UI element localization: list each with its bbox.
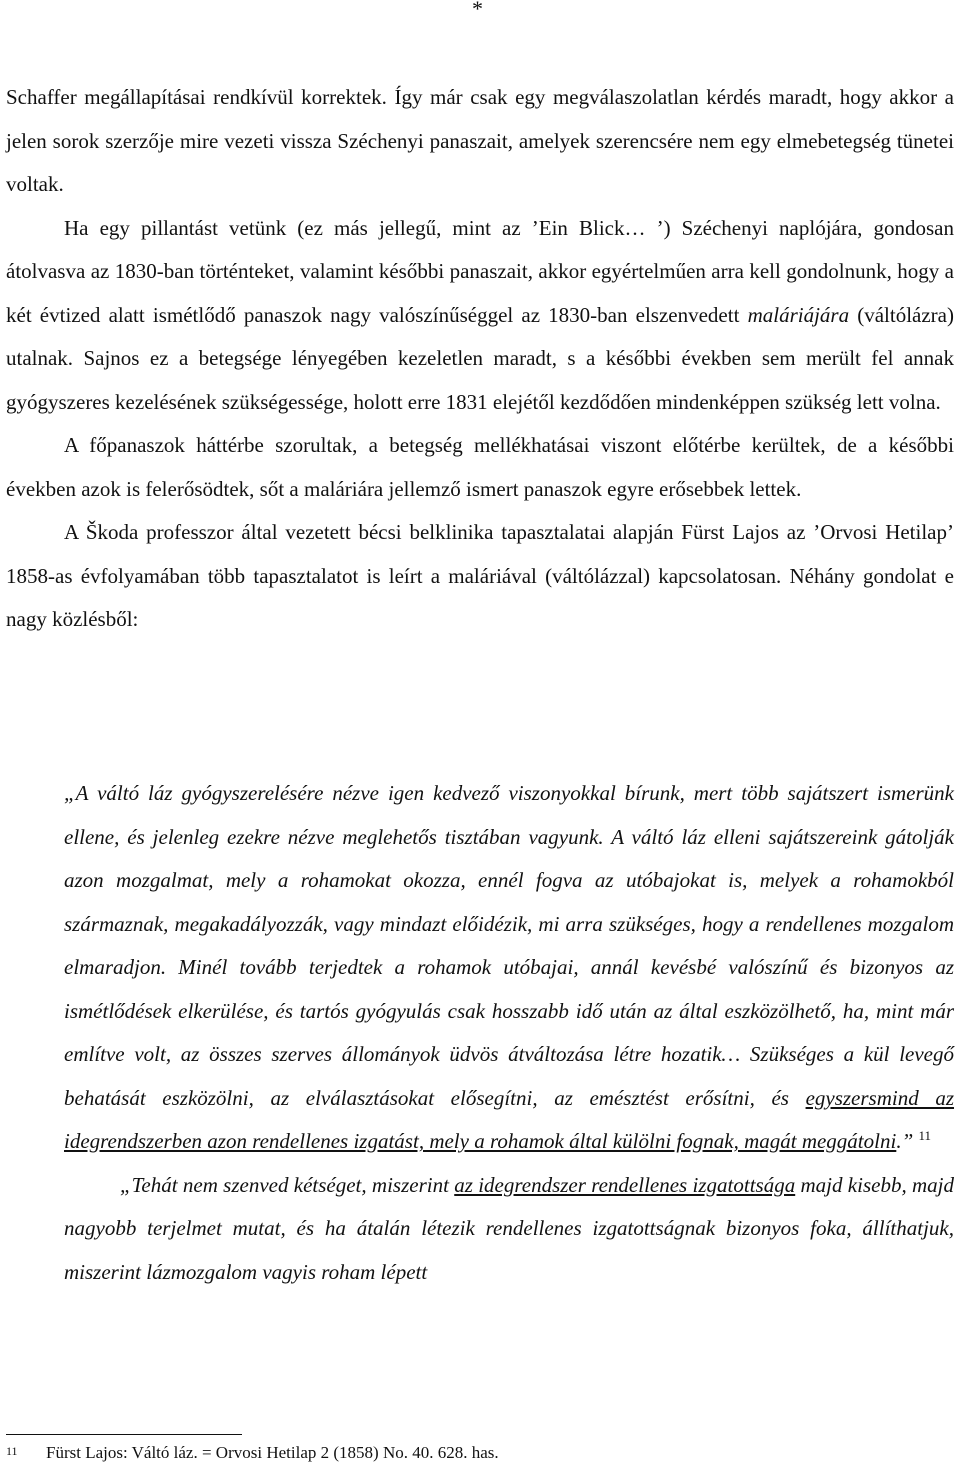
footnote-reference: 11	[918, 1128, 932, 1143]
quote-1-part-b: .”	[896, 1129, 914, 1153]
quote-2-part-b: majd kisebb, majd nagyobb terjelmet mutat, és ha átalán létezik rendellenes izgatottságnak bizonyos foka, állíthatjuk, miszerint lázmozgalom vagyis roham lépett	[64, 1172, 954, 1284]
section-asterisk: *	[472, 0, 483, 21]
quote-1-underlined: egyszersmind az idegrendszerben azon rendellenes izgatást, mely a rohamok által külölni fognak, magát meggátolni	[64, 1085, 955, 1153]
quote-1	[64, 772, 954, 1164]
paragraph-4: A Škoda professzor által vezetett bécsi belklinika tapasztalatai alapján Fürst Lajos az ’Orvosi Hetilap’ 1858-as évfolyamában több tapasztalatot is leírt a maláriával (váltólázzal) kapcsolatosan. Néhány gondolat e nagy közlésből:	[6, 520, 954, 631]
footnote-separator	[6, 1434, 242, 1435]
paragraph-2-part-b: (váltólázra) utalnak. Sajnos ez a betegsége lényegében kezeletlen maradt, s a későbbi években sem merült fel annak gyógyszeres kezelésének szükségessége, holott erre 1831 elejétől kezdődően mindenképpen szükség lett volna.	[6, 302, 954, 414]
paragraph-3: A főpanaszok háttérbe szorultak, a betegség mellékhatásai viszont előtérbe kerültek, de a későbbi években azok is felerősödtek, sőt a maláriára jellemző ismert panaszok egyre erősebbek lettek.	[6, 433, 954, 501]
paragraph-2-emphasis: maláriájára	[747, 302, 850, 327]
footnote-number: 11	[6, 1444, 18, 1458]
paragraph-2	[6, 207, 954, 425]
paragraph-1: Schaffer megállapításai rendkívül korrektek. Így már csak egy megválaszolatlan kérdés maradt, hogy akkor a jelen sorok szerzője mire vezeti vissza Széchenyi panaszait, amelyek szerencsére nem egy elmebetegség tünetei voltak.	[6, 85, 954, 196]
quote-2-underlined: az idegrendszer rendellenes izgatottsága	[454, 1172, 796, 1197]
quote-2-part-a: „Tehát nem szenved kétséget, miszerint	[120, 1172, 455, 1197]
footnote	[6, 1441, 499, 1465]
main-text	[6, 76, 954, 642]
quote-2	[64, 1164, 954, 1295]
paragraph-2-part-a: Ha egy pillantást vetünk (ez más jellegű, mint az ’Ein Blick… ’) Széchenyi naplójára, gondosan átolvasva az 1830-ban történteket, valamint későbbi panaszait, akkor egyértelműen arra kell gondolnunk, hogy a két évtized alatt ismétlődő panaszok nagy valószínűséggel az 1830-ban elszenvedett	[6, 215, 954, 327]
footnote-text: Fürst Lajos: Váltó láz. = Orvosi Hetilap 2 (1858) No. 40. 628. has.	[46, 1443, 499, 1462]
quote-1-part-a: „A váltó láz gyógyszerelésére nézve igen kedvező viszonyokkal bírunk, mert több sajátszert ismerünk ellene, és jelenleg ezekre nézve meglehetős tisztában vagyunk. A váltó láz elleni sajátszereink gátolják azon mozgalmat, mely a rohamokat okozza, ennél fogva az utóbajokat is, melyek a rohamokból származnak, megakadályozzák, vagy mindazt előidézik, mi arra szükséges, hogy a rendellenes mozgalom elmaradjon. Minél tovább terjedtek a rohamok utóbajai, annál kevésbé valószínű és bizonyos az ismétlődések elkerülése, és tartós gyógyulás csak hosszabb idő után az által eszközölhető, ha, mint már említve volt, az összes szerves állományok üdvös átváltozása létre hozatik… Szükséges a kül levegő behatását eszközölni, az elválasztásokat elősegítni, az emésztést erősítni, és	[64, 781, 954, 1110]
quotation-block	[64, 772, 954, 1294]
